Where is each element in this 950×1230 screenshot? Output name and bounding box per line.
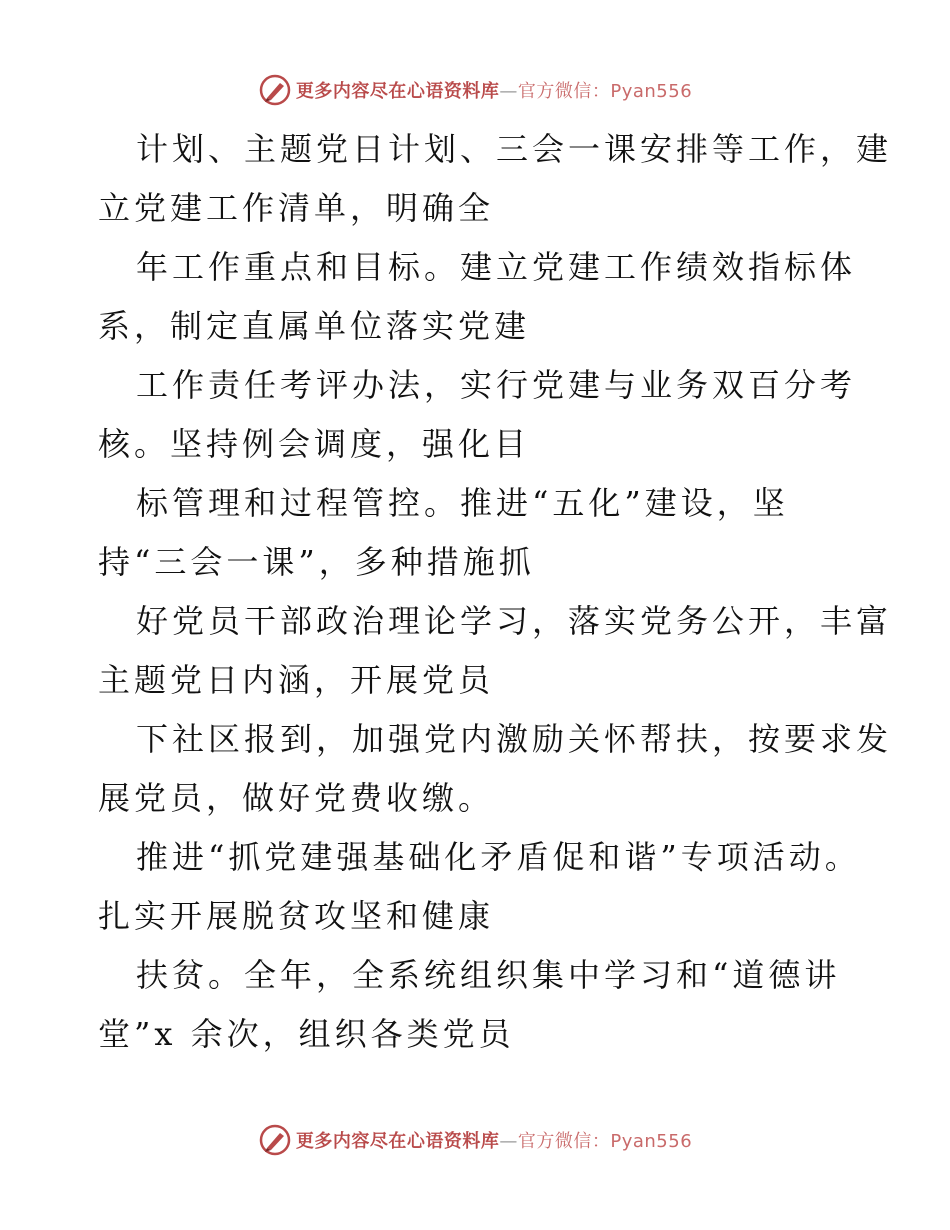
watermark-contact: 官方微信：Pyan556: [517, 1131, 693, 1152]
pen-logo-icon: [258, 1123, 292, 1157]
text-line: 核。坚持例会调度，强化目: [98, 425, 531, 463]
pen-logo-icon: [258, 73, 292, 107]
text-line: 计划、主题党日计划、三会一课安排等工作，建: [136, 130, 893, 168]
watermark-text: [296, 1127, 692, 1153]
text-line: 下社区报到，加强党内激励关怀帮扶，按要求发: [136, 720, 893, 758]
text-line: 年工作重点和目标。建立党建工作绩效指标体: [136, 248, 857, 286]
header-watermark: [0, 70, 950, 110]
text-line: 推进“抓党建强基础化矛盾促和谐”专项活动。: [136, 838, 861, 876]
text-line: 工作责任考评办法，实行党建与业务双百分考: [136, 366, 857, 404]
text-line: 扶贫。全年，全系统组织集中学习和“道德讲: [136, 956, 841, 994]
text-line: 扎实开展脱贫攻坚和健康: [98, 897, 495, 935]
text-line: 系，制定直属单位落实党建: [98, 307, 531, 345]
text-line: 立党建工作清单，明确全: [98, 189, 495, 227]
watermark-contact: 官方微信：Pyan556: [517, 81, 693, 102]
watermark-separator: —: [499, 1131, 518, 1152]
text-line: 堂”x 余次，组织各类党员: [98, 1015, 515, 1053]
text-line: 主题党日内涵，开展党员: [98, 661, 495, 699]
document-body: [98, 120, 893, 1064]
text-line: 持“三会一课”，多种措施抓: [98, 543, 535, 581]
text-line: 好党员干部政治理论学习，落实党务公开，丰富: [136, 602, 893, 640]
text-line: 标管理和过程管控。推进“五化”建设，坚: [136, 484, 789, 522]
watermark-brand: 更多内容尽在心语资料库: [295, 81, 500, 102]
text-line: 展党员，做好党费收缴。: [98, 779, 495, 817]
watermark-brand: 更多内容尽在心语资料库: [295, 1131, 500, 1152]
watermark-text: [296, 77, 692, 103]
footer-watermark: [0, 1120, 950, 1160]
watermark-separator: —: [499, 81, 518, 102]
